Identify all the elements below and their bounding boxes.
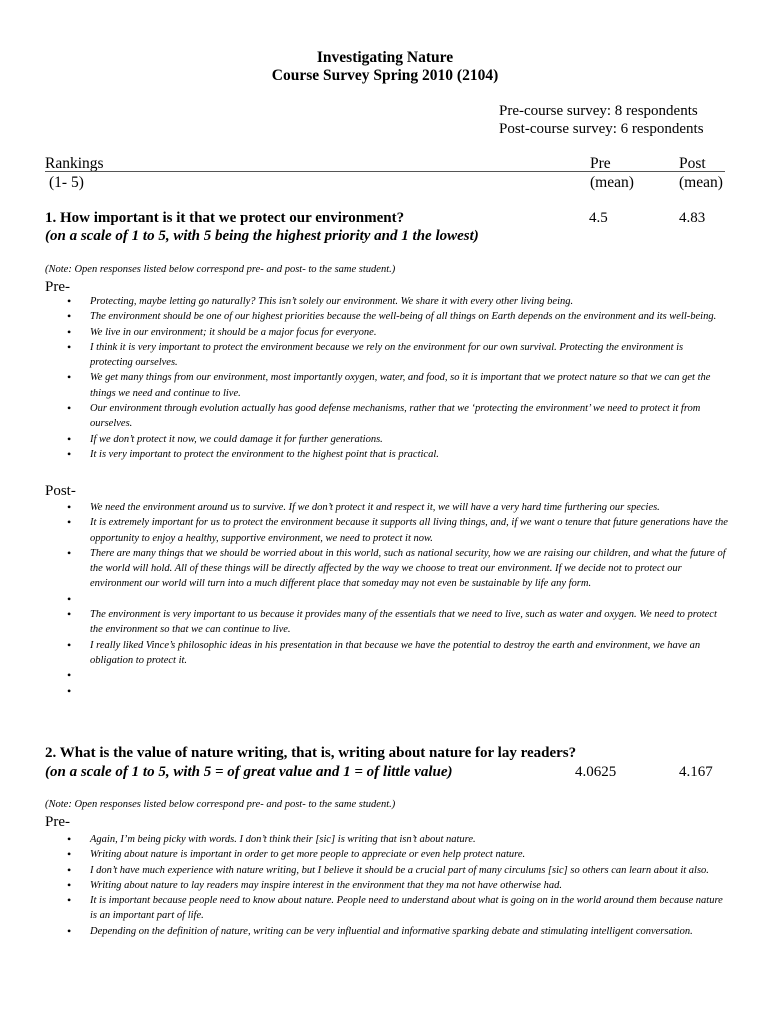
list-item: • If we don’t protect it now, we could damage it for further generations. (0, 432, 770, 447)
list-item: • I don’t have much experience with nature writing, but I believe it should be a crucial part of many circulums [sic] so others can learn about it also. (0, 863, 770, 878)
list-item: • We need the environment around us to survive. If we don’t protect it and respect it, we will have a very hard time furthering our species. (0, 500, 770, 515)
pre-column-subheader: (mean) (590, 174, 634, 191)
list-item: • Again, I’m being picky with words. I don’t think their [sic] is writing that isn’t about nature. (0, 832, 770, 847)
post-column-header: Post (679, 155, 706, 172)
pre-respondents-count: Pre-course survey: 8 respondents (499, 103, 698, 119)
list-item: • Depending on the definition of nature, writing can be very influential and informative sparking debate and stimulating intelligent conversation. (0, 924, 770, 939)
list-item: • I think it is very important to protect the environment because we rely on the environment for our own survival. Protecting the environment is protecting ourselves. (0, 340, 770, 371)
question-1-note: (Note: Open responses listed below correspond pre- and post- to the same student.) (45, 264, 396, 275)
question-2-note: (Note: Open responses listed below correspond pre- and post- to the same student.) (45, 799, 396, 810)
rankings-scale: (1- 5) (49, 174, 84, 191)
post-column-subheader: (mean) (679, 174, 723, 191)
list-item: • There are many things that we should be worried about in this world, such as national security, how we are raising our children, and what the future of the world will hold. All of these things will be directly affected by the way we choose to treat our environment. If we decide not to protect our environment our world will turn into a much different place that someday may not even be sustainable by life any form. (0, 546, 770, 592)
list-item: • Our environment through evolution actually has good defense mechanisms, rather that we ‘protecting the environment’ we need to protect it from ourselves. (0, 401, 770, 432)
question-1-pre-responses (0, 294, 770, 462)
question-2-post-mean: 4.167 (679, 764, 713, 780)
document-title: Investigating Nature (316, 49, 454, 66)
list-item: • Protecting, maybe letting go naturally? This isn’t solely our environment. We share it with every other living being. (0, 294, 770, 309)
list-item: • We get many things from our environment, most importantly oxygen, water, and food, so it is important that we protect nature so that we can get the things we need and continue to live. (0, 370, 770, 401)
list-item: • I really liked Vince’s philosophic ideas in his presentation in that because we have the potential to destroy the earth and environment, we have an obligation to protect it. (0, 638, 770, 669)
question-2-title: 2. What is the value of nature writing, that is, writing about nature for lay readers? (45, 745, 577, 761)
list-item: • Writing about nature to lay readers may inspire interest in the environment that they ma not have otherwise had. (0, 878, 770, 893)
question-1-post-responses (0, 500, 770, 699)
question-1-post-label: Post- (45, 483, 76, 499)
pre-column-header: Pre (590, 155, 611, 172)
list-item: • The environment should be one of our highest priorities because the well-being of all things on Earth depends on the environment and its well-being. (0, 309, 770, 324)
list-item: • We live in our environment; it should be a major focus for everyone. (0, 325, 770, 340)
document-subtitle: Course Survey Spring 2010 (2104) (271, 67, 499, 84)
question-2-pre-mean: 4.0625 (575, 764, 617, 780)
list-item: • It is extremely important for us to protect the environment because it supports all living things, and, if we want o tenure that future generations have the opportunity to enjoy a healthy, supportive environment, we need to protect it now. (0, 515, 770, 546)
question-1-post-mean: 4.83 (679, 210, 706, 226)
question-1-title: 1. How important is it that we protect our environment? (45, 210, 405, 226)
question-1-pre-mean: 4.5 (589, 210, 608, 226)
list-item: • Writing about nature is important in order to get more people to appreciate or even help protect nature. (0, 847, 770, 862)
question-1-scale: (on a scale of 1 to 5, with 5 being the highest priority and 1 the lowest) (45, 228, 479, 244)
post-respondents-count: Post-course survey: 6 respondents (499, 121, 704, 137)
question-2-pre-label: Pre- (45, 814, 70, 830)
question-2-scale: (on a scale of 1 to 5, with 5 = of great value and 1 = of little value) (45, 764, 453, 780)
list-item: • It is important because people need to know about nature. People need to understand about what is going on in the world around them because nature is an important part of life. (0, 893, 770, 924)
list-item (0, 592, 770, 607)
question-2-pre-responses (0, 832, 770, 939)
list-item (0, 668, 770, 683)
list-item (0, 684, 770, 699)
header-divider (45, 171, 725, 172)
rankings-header: Rankings (45, 155, 104, 172)
list-item: • It is very important to protect the environment to the highest point that is practical. (0, 447, 770, 462)
list-item: • The environment is very important to us because it provides many of the essentials that we need to live, such as water and oxygen. We need to protect the environment so that we can continue to live. (0, 607, 770, 638)
question-1-pre-label: Pre- (45, 279, 70, 295)
